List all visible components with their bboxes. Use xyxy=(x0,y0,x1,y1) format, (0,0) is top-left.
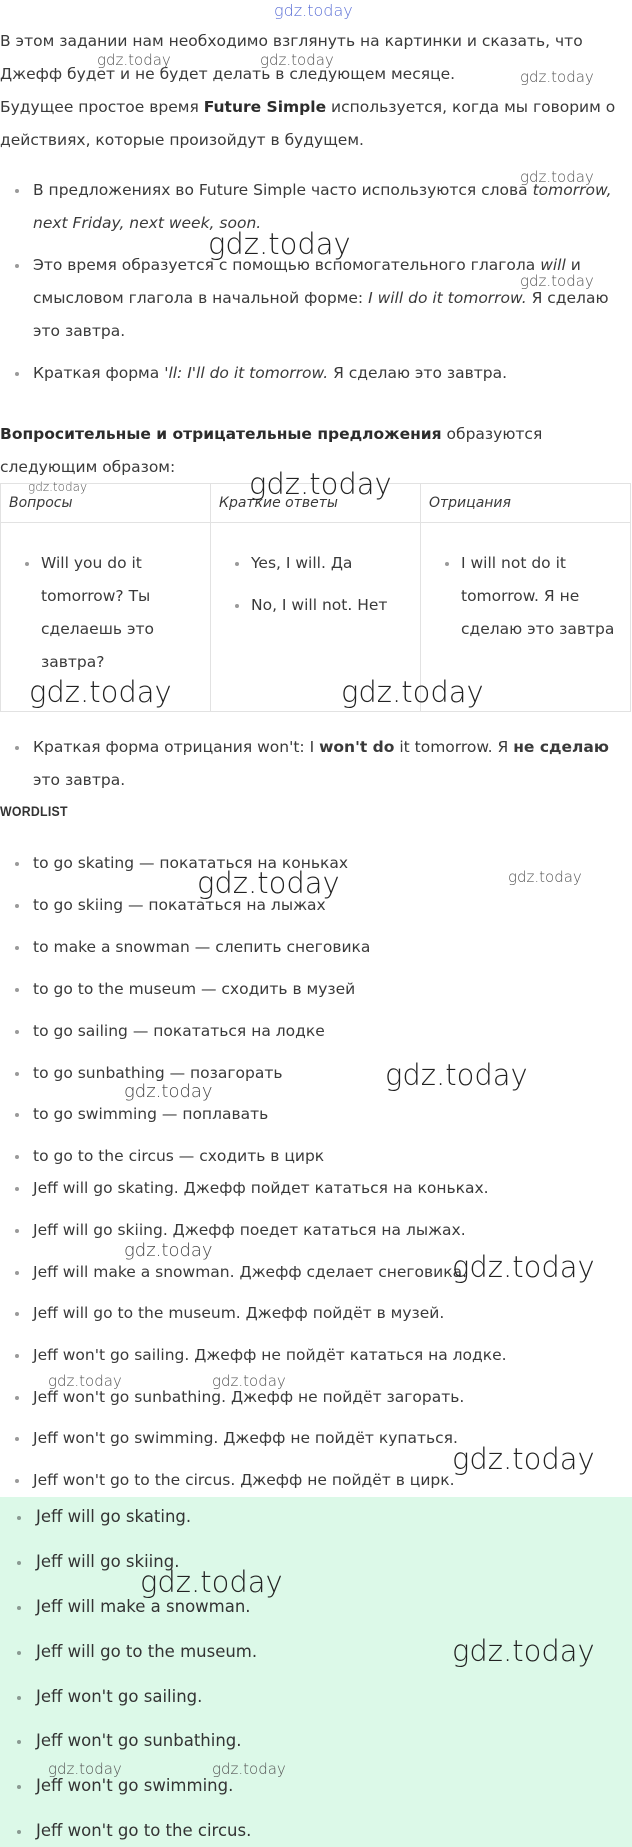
wordlist-item: to go to the circus — сходить в цирк xyxy=(0,1146,324,1166)
watermark: gdz.today xyxy=(341,675,484,709)
answer-item: Jeff won't go sailing. xyxy=(0,1686,202,1708)
rule-short-form xyxy=(0,357,628,390)
watermark: gdz.today xyxy=(212,1760,286,1778)
question-example: Will you do it tomorrow? Ты сделаешь это завтра? xyxy=(1,547,202,679)
negation-rule-list xyxy=(0,731,628,797)
questions-intro-rest: образуются следующим образом: xyxy=(0,425,543,476)
intro-text: В этом задании нам необходимо взглянуть на картинки и сказать, что Джефф будет и не будет делать в следующем месяце. xyxy=(0,32,583,83)
watermark: gdz.today xyxy=(520,68,594,86)
watermark: gdz.today xyxy=(28,480,88,494)
negations-list xyxy=(421,547,622,655)
translation-item: Jeff won't go sailing. Джефф не пойдёт кататься на лодке. xyxy=(0,1345,507,1365)
wordlist-item: to go skating — покататься на коньках xyxy=(0,853,348,873)
watermark: gdz.today xyxy=(124,1081,213,1102)
rule-short-form-translation: Я сделаю это завтра. xyxy=(328,364,508,382)
wordlist-item: to go swimming — поплавать xyxy=(0,1104,268,1124)
watermark: gdz.today xyxy=(197,866,340,900)
negation-rule-mid: it tomorrow. Я xyxy=(394,738,514,756)
watermark: gdz.today xyxy=(452,1634,595,1668)
negation-rule-start: Краткая форма отрицания won't: I xyxy=(33,738,320,756)
wordlist-item: to make a snowman — слепить снеговика xyxy=(0,937,370,957)
rule-formation-translation: Я сделаю это завтра. xyxy=(33,289,609,340)
watermark: gdz.today xyxy=(520,168,594,186)
rule-formation-mid: и смысловом глагола в начальной форме: xyxy=(33,256,581,307)
watermark: gdz.today xyxy=(48,1760,122,1778)
short-answers-list xyxy=(211,547,412,631)
wordlist-item: to go skiing — покататься на лыжах xyxy=(0,895,326,915)
translation-item: Jeff will make a snowman. Джефф сделает снеговика. xyxy=(0,1262,467,1282)
table-header-short-answers: Краткие ответы xyxy=(211,484,420,523)
negation-rule-end: это завтра. xyxy=(33,771,126,789)
table-header-questions: Вопросы xyxy=(1,484,210,523)
translation-item: Jeff will go skating. Джефф пойдет кататься на коньках. xyxy=(0,1178,489,1198)
translation-item: Jeff will go to the museum. Джефф пойдёт в музей. xyxy=(0,1303,444,1323)
answer-item: Jeff won't go sunbathing. xyxy=(0,1730,242,1752)
watermark: gdz.today xyxy=(452,1442,595,1476)
wordlist-item: to go to the museum — сходить в музей xyxy=(0,979,355,999)
future-simple-paragraph xyxy=(0,91,628,157)
watermark: gdz.today xyxy=(29,675,172,709)
negation-rule xyxy=(0,731,628,797)
rule-formation-will: will xyxy=(540,256,566,274)
watermark: gdz.today xyxy=(385,1058,528,1092)
wordlist-item: to go sailing — покататься на лодке xyxy=(0,1021,325,1041)
translation-item: Jeff will go skiing. Джефф поедет кататься на лыжах. xyxy=(0,1220,466,1240)
watermark: gdz.today xyxy=(208,227,351,261)
translation-item: Jeff won't go swimming. Джефф не пойдёт купаться. xyxy=(0,1428,458,1448)
answer-item: Jeff will go to the museum. xyxy=(0,1641,257,1663)
watermark: gdz.today xyxy=(212,1372,286,1390)
short-answer-no: No, I will not. Нет xyxy=(211,589,412,622)
rule-markers-words: tomorrow, next Friday, next week, soon. xyxy=(33,181,612,232)
watermark: gdz.today xyxy=(260,51,334,69)
watermark: gdz.today xyxy=(452,1250,595,1284)
rule-markers-text: В предложениях во Future Simple часто используются слова xyxy=(33,181,533,199)
translation-item: Jeff won't go sunbathing. Джефф не пойдёт загорать. xyxy=(0,1387,464,1407)
future-simple-term: Future Simple xyxy=(203,98,327,116)
answer-item: Jeff will go skating. xyxy=(0,1506,191,1528)
rule-short-form-text: Краткая форма xyxy=(33,364,165,382)
watermark: gdz.today xyxy=(124,1240,213,1261)
answer-item: Jeff will make a snowman. xyxy=(0,1596,251,1618)
rule-short-form-example: 'll: I'll do it tomorrow. xyxy=(164,364,329,382)
watermark: gdz.today xyxy=(508,868,582,886)
future-simple-text-start: Будущее простое время xyxy=(0,98,204,116)
answer-item: Jeff will go skiing. xyxy=(0,1551,179,1573)
rule-formation-example: I will do it tomorrow. xyxy=(368,289,527,307)
table-header-negations: Отрицания xyxy=(421,484,630,523)
watermark: gdz.today xyxy=(249,467,392,501)
answer-box xyxy=(0,1497,632,1847)
watermark: gdz.today xyxy=(48,1372,122,1390)
header-watermark: gdz.today xyxy=(274,1,353,20)
negation-rule-wont: won't do xyxy=(319,738,395,756)
negation-rule-ne-sdelayu: не сделаю xyxy=(513,738,609,756)
wordlist-title: WORDLIST xyxy=(0,803,68,819)
future-simple-text-end: используется, когда мы говорим о действиях, которые произойдут в будущем. xyxy=(0,98,616,149)
watermark: gdz.today xyxy=(520,272,594,290)
answer-item: Jeff won't go to the circus. xyxy=(0,1820,251,1842)
watermark: gdz.today xyxy=(97,51,171,69)
wordlist-item: to go sunbathing — позагорать xyxy=(0,1063,283,1083)
negation-example: I will not do it tomorrow. Я не сделаю это завтра xyxy=(421,547,622,646)
questions-intro-bold: Вопросительные и отрицательные предложения xyxy=(0,425,442,443)
short-answer-yes: Yes, I will. Да xyxy=(211,547,412,580)
questions-list xyxy=(1,547,202,688)
answer-item: Jeff won't go swimming. xyxy=(0,1775,233,1797)
translation-item: Jeff won't go to the circus. Джефф не пойдёт в цирк. xyxy=(0,1470,455,1490)
rule-formation xyxy=(0,249,628,348)
watermark: gdz.today xyxy=(140,1565,283,1599)
rule-formation-text: Это время образуется с помощью вспомогательного глагола xyxy=(33,256,541,274)
